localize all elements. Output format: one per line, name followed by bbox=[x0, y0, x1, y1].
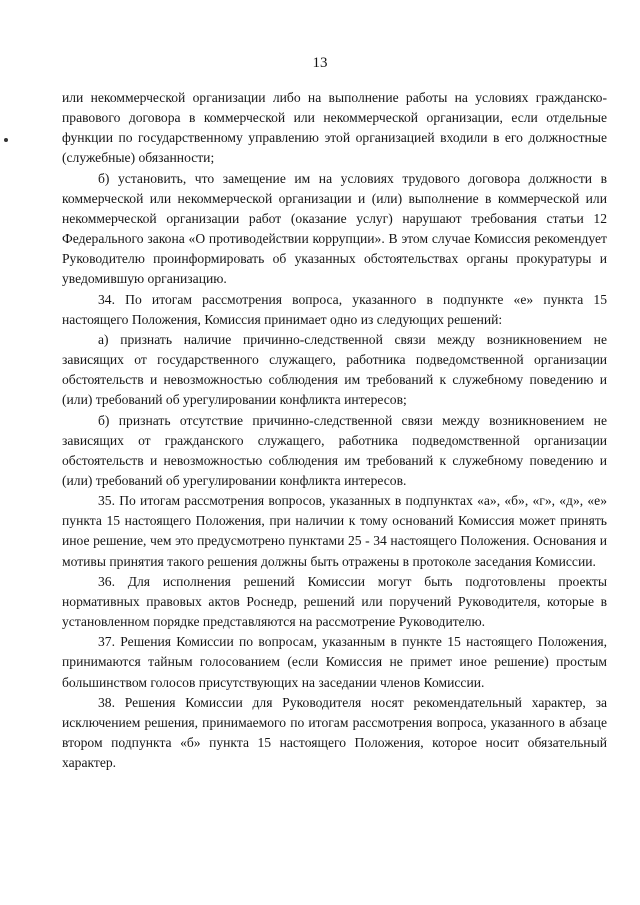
paragraph-34-b: б) признать отсутствие причинно-следственной связи между возникновением не зависящих от гражданского служащего, работника подведомственной организации обстоятельств и невозможностью соблюдения им требований к служебному поведению и (или) требований об урегулировании конфликта интересов. bbox=[62, 412, 607, 488]
margin-mark bbox=[4, 138, 8, 142]
paragraph-35: 35. По итогам рассмотрения вопросов, указанных в подпунктах «а», «б», «г», «д», «е» пункта 15 настоящего Положения, при наличии к тому оснований Комиссия может принять иное решение, чем это предусмотрено пунктами 25 - 34 настоящего Положения. Основания и мотивы принятия такого решения должны быть отражены в протоколе заседания Комиссии. bbox=[62, 493, 607, 569]
paragraph-37: 37. Решения Комиссии по вопросам, указанным в пункте 15 настоящего Положения, принимаются тайным голосованием (если Комиссия не примет иное решение) простым большинством голосов присутствующих на заседании членов Комиссии. bbox=[62, 634, 607, 690]
paragraph-38: 38. Решения Комиссии для Руководителя носят рекомендательный характер, за исключением решения, принимаемого по итогам рассмотрения вопроса, указанного в абзаце втором подпункта «б» пункта 15 настоящего Положения, которое носит обязательный характер. bbox=[62, 694, 607, 771]
paragraph-36: 36. Для исполнения решений Комиссии могут быть подготовлены проекты нормативных правовых актов Роснедр, решений или поручений Руководителя, которые в установленном порядке представляются на рассмотрение Руководителю. bbox=[62, 573, 607, 630]
document-body bbox=[62, 88, 607, 773]
paragraph-34: 34. По итогам рассмотрения вопроса, указанного в подпункте «е» пункта 15 настоящего Положения, Комиссия принимает одно из следующих решений: bbox=[62, 291, 607, 327]
paragraph-subitem-b: б) установить, что замещение им на условиях трудового договора должности в коммерческой или некоммерческой организации и (или) выполнение в коммерческой или некоммерческой организации работ (оказание услуг) нарушают требования статьи 12 Федерального закона «О противодействии коррупции». В этом случае Комиссия рекомендует Руководителю проинформировать об указанных обстоятельствах органы прокуратуры и уведомившую организацию. bbox=[62, 170, 607, 287]
paragraph-34-a: а) признать наличие причинно-следственной связи между возникновением не зависящих от государственного служащего, работника подведомственной организации обстоятельств и невозможностью соблюдения им требований к служебному поведению и (или) требований об урегулировании конфликта интересов; bbox=[62, 331, 607, 408]
paragraph-continuation: или некоммерческой организации либо на выполнение работы на условиях гражданско-правового договора в коммерческой или некоммерческой организации, если отдельные функции по государственному управлению этой организацией входили в его должностные (служебные) обязанности; bbox=[62, 90, 607, 166]
page-number: 13 bbox=[312, 55, 328, 71]
